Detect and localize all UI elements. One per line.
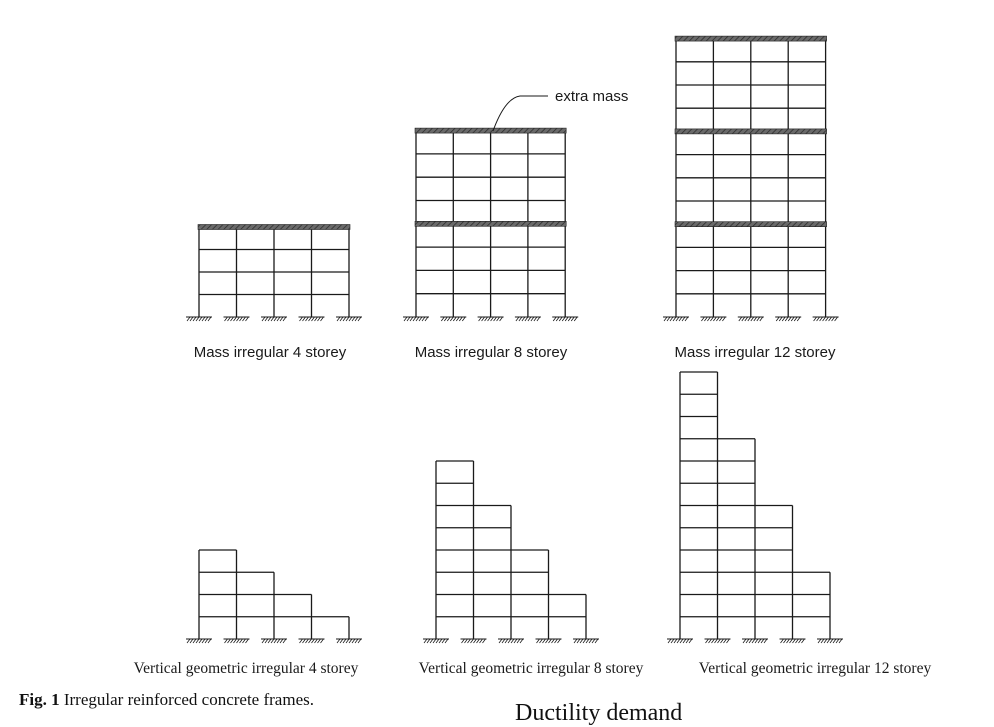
- support-icon: [224, 317, 250, 321]
- extra-mass-slab: [198, 225, 350, 230]
- support-icon: [403, 317, 429, 321]
- support-icon: [478, 317, 504, 321]
- support-icon: [738, 317, 764, 321]
- extra-mass-slab: [415, 128, 566, 133]
- frame-vertical-geometric-irregular-4-storey: [186, 550, 362, 643]
- support-icon: [299, 639, 325, 643]
- support-icon: [663, 317, 689, 321]
- label-vertical-geometric-irregular-4-storey: Vertical geometric irregular 4 storey: [133, 660, 359, 677]
- frame-mass-irregular-8-storey: [403, 128, 578, 321]
- support-icon: [813, 317, 839, 321]
- frame-mass-irregular-12-storey: [663, 36, 839, 321]
- label-mass-irregular-4-storey: Mass irregular 4 storey: [193, 344, 347, 361]
- figure-caption: [19, 690, 314, 710]
- extra-mass-leader-line: [493, 96, 548, 131]
- extra-mass-slab: [415, 221, 566, 226]
- label-vertical-geometric-irregular-8-storey: Vertical geometric irregular 8 storey: [418, 660, 644, 677]
- extra-mass-slab: [675, 222, 827, 227]
- support-icon: [423, 639, 449, 643]
- support-icon: [536, 639, 562, 643]
- frame-vertical-geometric-irregular-12-storey: [667, 372, 843, 643]
- support-icon: [742, 639, 768, 643]
- frame-vertical-geometric-irregular-8-storey: [423, 461, 599, 643]
- support-icon: [498, 639, 524, 643]
- support-icon: [336, 317, 362, 321]
- support-icon: [440, 317, 466, 321]
- support-icon: [186, 317, 212, 321]
- support-icon: [667, 639, 693, 643]
- support-icon: [705, 639, 731, 643]
- support-icon: [261, 317, 287, 321]
- figure-caption-label: Fig. 1: [19, 690, 60, 709]
- support-icon: [299, 317, 325, 321]
- support-icon: [224, 639, 250, 643]
- support-icon: [336, 639, 362, 643]
- label-mass-irregular-8-storey: Mass irregular 8 storey: [414, 344, 568, 361]
- label-vertical-geometric-irregular-12-storey: Vertical geometric irregular 12 storey: [698, 660, 932, 677]
- extra-mass-annotation: extra mass: [555, 88, 629, 105]
- label-mass-irregular-12-storey: Mass irregular 12 storey: [674, 344, 836, 361]
- support-icon: [552, 317, 578, 321]
- support-icon: [700, 317, 726, 321]
- extra-mass-slab: [675, 129, 827, 134]
- support-icon: [817, 639, 843, 643]
- support-icon: [186, 639, 212, 643]
- support-icon: [780, 639, 806, 643]
- support-icon: [261, 639, 287, 643]
- extra-mass-slab: [675, 36, 827, 41]
- support-icon: [573, 639, 599, 643]
- support-icon: [515, 317, 541, 321]
- support-icon: [775, 317, 801, 321]
- figure-caption-text: Irregular reinforced concrete frames.: [63, 690, 314, 709]
- support-icon: [461, 639, 487, 643]
- truncated-section-heading: Ductility demand: [515, 700, 683, 726]
- frame-mass-irregular-4-storey: [186, 225, 362, 322]
